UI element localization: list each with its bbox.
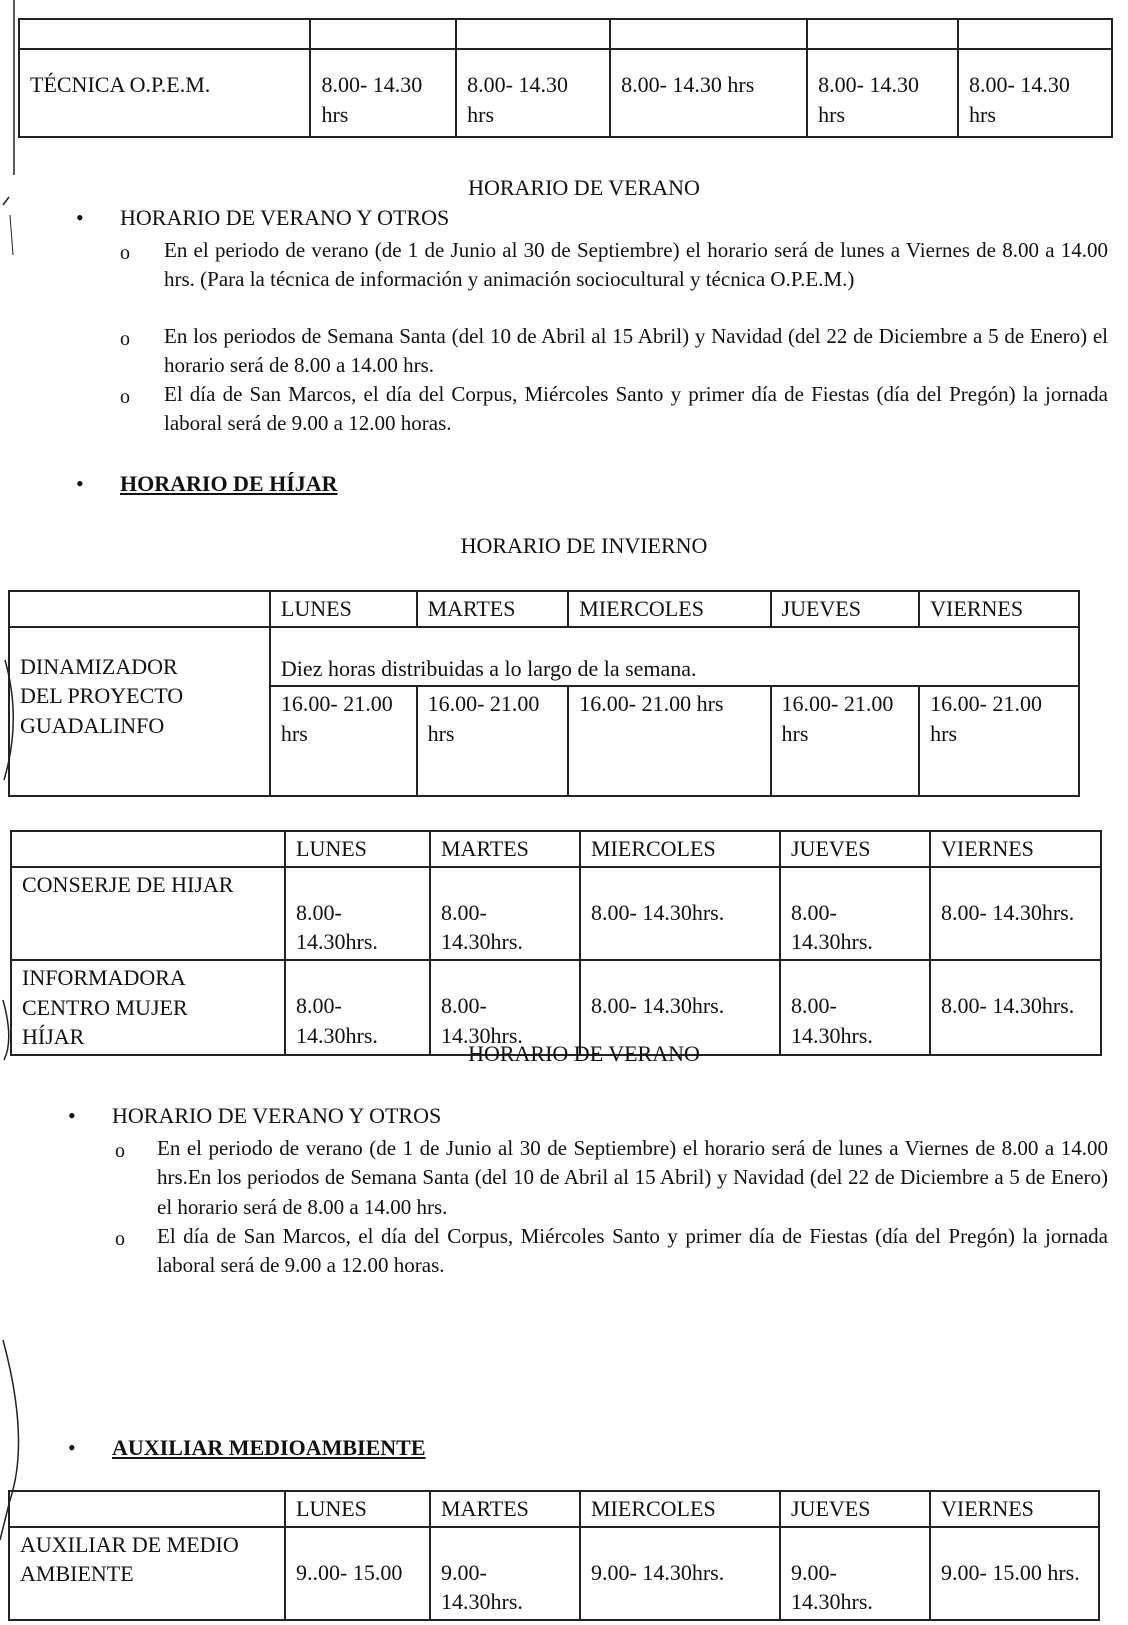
circle-bullet-icon: o [120,386,130,408]
table-opem [18,18,1113,138]
row-label: TÉCNICA O.P.E.M. [19,49,310,137]
schedule-cell: 9.00- 14.30hrs. [430,1527,580,1620]
table-row [11,831,1101,867]
schedule-cell: 8.00- 14.30 hrs [610,49,807,137]
list-item: El día de San Marcos, el día del Corpus, Miércoles Santo y primer día de Fiestas (día del Pregón) la jornada laboral será de 9.00 a 12.00 horas. [164,382,1108,436]
list-item: En el periodo de verano (de 1 de Junio al 30 de Septiembre) el horario será de lunes a Viernes de 8.00 a 14.00 hrs.En los periodos de Semana Santa (del 10 de Abril al 15 Abril) y Navidad (del 22 de Diciembre a 5 de Enero) el horario será de 8.00 a 14.00 hrs. [157,1136,1108,1219]
schedule-cell: 8.00- 14.30 hrs [958,49,1112,137]
schedule-cell: 9.00- 14.30hrs. [580,1527,780,1620]
section-title: HORARIO DE VERANO [468,1041,700,1066]
bullet-icon: • [68,1103,76,1128]
table-row [9,1527,1099,1620]
schedule-cell: 8.00- 14.30 hrs [310,49,456,137]
schedule-cell: 9..00- 15.00 [285,1527,430,1620]
table-hijar [10,830,1102,1056]
schedule-cell: 8.00- 14.30hrs. [580,867,780,960]
bullet-heading: HORARIO DE VERANO Y OTROS [112,1103,442,1128]
day-header: MARTES [430,1491,580,1527]
bullet-heading: HORARIO DE VERANO Y OTROS [120,205,450,230]
day-header: MARTES [417,591,569,627]
schedule-cell: 8.00- 14.30hrs. [780,867,930,960]
day-header: JUEVES [780,831,930,867]
section-title: HORARIO DE INVIERNO [460,533,708,558]
day-header: LUNES [270,591,417,627]
schedule-cell: 8.00- 14.30hrs. [780,960,930,1055]
schedule-cell: 8.00- 14.30hrs. [930,960,1101,1055]
day-header: LUNES [285,1491,430,1527]
schedule-cell: 16.00- 21.00 hrs [919,686,1079,796]
section-title: HORARIO DE VERANO [468,175,700,200]
day-header: VIERNES [930,1491,1099,1527]
row-label: INFORMADORA CENTRO MUJER HÍJAR [11,960,285,1055]
day-header: VIERNES [930,831,1101,867]
schedule-cell: 8.00- 14.30hrs. [430,960,580,1055]
bullet-icon: • [68,1435,76,1460]
row-label: CONSERJE DE HIJAR [11,867,285,960]
section-heading: HORARIO DE HÍJAR [120,471,338,496]
section-heading: AUXILIAR MEDIOAMBIENTE [112,1435,426,1460]
day-header: MARTES [430,831,580,867]
table-row [19,19,1112,49]
circle-bullet-icon: o [120,242,130,264]
schedule-cell: 8.00- 14.30 hrs [456,49,610,137]
row-label: AUXILIAR DE MEDIO AMBIENTE [9,1527,285,1620]
schedule-cell: 8.00- 14.30hrs. [430,867,580,960]
schedule-cell: 9.00- 15.00 hrs. [930,1527,1099,1620]
schedule-cell: 16.00- 21.00 hrs [417,686,569,796]
table-guadalinfo [8,590,1080,797]
schedule-cell: 16.00- 21.00 hrs [270,686,417,796]
day-header: MIERCOLES [568,591,770,627]
day-header: JUEVES [780,1491,930,1527]
note-cell: Diez horas distribuidas a lo largo de la semana. [270,627,1079,687]
day-header: LUNES [285,831,430,867]
margin-line-mark [0,0,30,1625]
table-row [9,1491,1099,1527]
day-header: VIERNES [919,591,1079,627]
table-medioambiente [8,1490,1100,1621]
day-header: MIERCOLES [580,831,780,867]
schedule-cell: 8.00- 14.30 hrs [807,49,958,137]
table-row [19,49,1112,137]
schedule-cell: 8.00- 14.30hrs. [285,867,430,960]
circle-bullet-icon: o [120,328,130,350]
table-row [11,867,1101,960]
schedule-cell: 9.00- 14.30hrs. [780,1527,930,1620]
row-label: DINAMIZADOR DEL PROYECTO GUADALINFO [9,627,270,797]
list-item: En los periodos de Semana Santa (del 10 de Abril al 15 Abril) y Navidad (del 22 de Diciembre a 5 de Enero) el horario será de 8.00 a 14.00 hrs. [164,324,1108,378]
schedule-cell: 16.00- 21.00 hrs [771,686,920,796]
table-row [9,627,1079,687]
schedule-cell: 8.00- 14.30hrs. [285,960,430,1055]
day-header: JUEVES [771,591,920,627]
schedule-cell: 8.00- 14.30hrs. [930,867,1101,960]
circle-bullet-icon: o [115,1228,125,1250]
bullet-icon: • [76,205,84,230]
circle-bullet-icon: o [115,1140,125,1162]
schedule-cell: 8.00- 14.30hrs. [580,960,780,1055]
day-header: MIERCOLES [580,1491,780,1527]
schedule-cell: 16.00- 21.00 hrs [568,686,770,796]
list-item: En el periodo de verano (de 1 de Junio al 30 de Septiembre) el horario será de lunes a Viernes de 8.00 a 14.00 hrs. (Para la técnica de información y animación sociocultural y técnica O.P.E.M.) [164,238,1108,292]
list-item: El día de San Marcos, el día del Corpus, Miércoles Santo y primer día de Fiestas (día del Pregón) la jornada laboral será de 9.00 a 12.00 horas. [157,1224,1108,1278]
bullet-icon: • [76,471,84,496]
table-row [9,591,1079,627]
